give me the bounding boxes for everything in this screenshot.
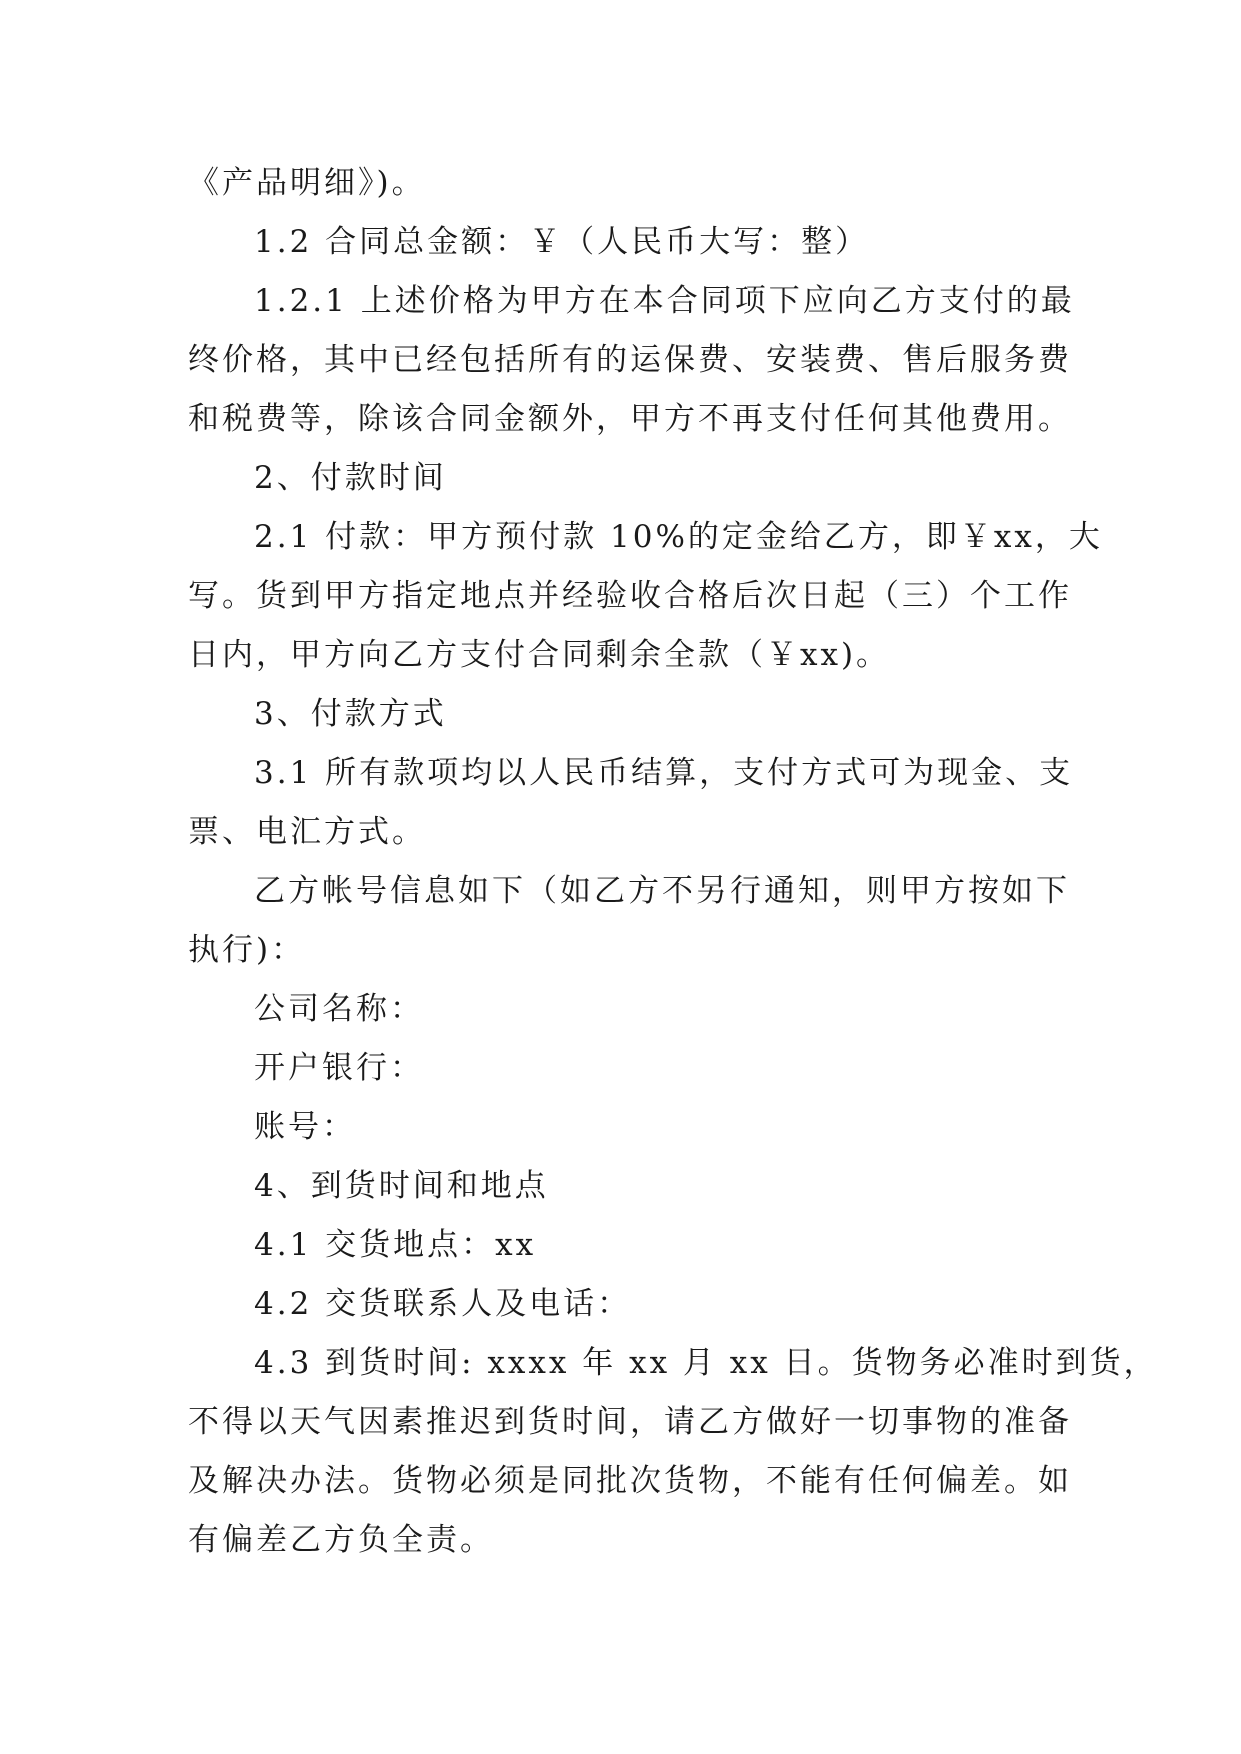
text-line: 4.3 到货时间: xxxx 年 xx 月 xx 日。货物务必准时到货， bbox=[254, 1345, 1158, 1381]
text-line: 1.2.1 上述价格为甲方在本合同项下应向乙方支付的最 bbox=[254, 283, 1075, 319]
text-line: 1.2 合同总金额：￥（人民币大写：整） bbox=[254, 224, 870, 260]
field-label-account: 账号： bbox=[254, 1109, 356, 1145]
text-line: 执行)： bbox=[188, 932, 306, 968]
text-line: 《产品明细》)。 bbox=[188, 165, 426, 201]
text-line: 日内，甲方向乙方支付合同剩余全款（￥xx)。 bbox=[188, 637, 891, 673]
text-line: 3.1 所有款项均以人民币结算，支付方式可为现金、支 bbox=[254, 755, 1074, 791]
section-heading: 4、到货时间和地点 bbox=[254, 1168, 549, 1204]
field-label-company-name: 公司名称： bbox=[254, 991, 424, 1027]
document-body bbox=[188, 154, 1158, 1570]
field-label-bank: 开户银行： bbox=[254, 1050, 424, 1086]
section-heading: 2、付款时间 bbox=[254, 460, 447, 496]
text-line: 4.1 交货地点：xx bbox=[254, 1227, 537, 1263]
text-line: 终价格，其中已经包括所有的运保费、安装费、售后服务费 bbox=[188, 342, 1072, 378]
text-line: 有偏差乙方负全责。 bbox=[188, 1522, 494, 1558]
text-line: 及解决办法。货物必须是同批次货物，不能有任何偏差。如 bbox=[188, 1463, 1072, 1499]
text-line: 乙方帐号信息如下（如乙方不另行通知，则甲方按如下 bbox=[254, 873, 1070, 909]
text-line: 和税费等，除该合同金额外，甲方不再支付任何其他费用。 bbox=[188, 401, 1072, 437]
text-line: 不得以天气因素推迟到货时间，请乙方做好一切事物的准备 bbox=[188, 1404, 1072, 1440]
text-line: 4.2 交货联系人及电话： bbox=[254, 1286, 632, 1322]
text-line: 票、电汇方式。 bbox=[188, 814, 426, 850]
text-line: 写。货到甲方指定地点并经验收合格后次日起（三）个工作 bbox=[188, 578, 1072, 614]
text-line: 2.1 付款：甲方预付款 10%的定金给乙方，即￥xx，大 bbox=[254, 519, 1103, 555]
section-heading: 3、付款方式 bbox=[254, 696, 447, 732]
